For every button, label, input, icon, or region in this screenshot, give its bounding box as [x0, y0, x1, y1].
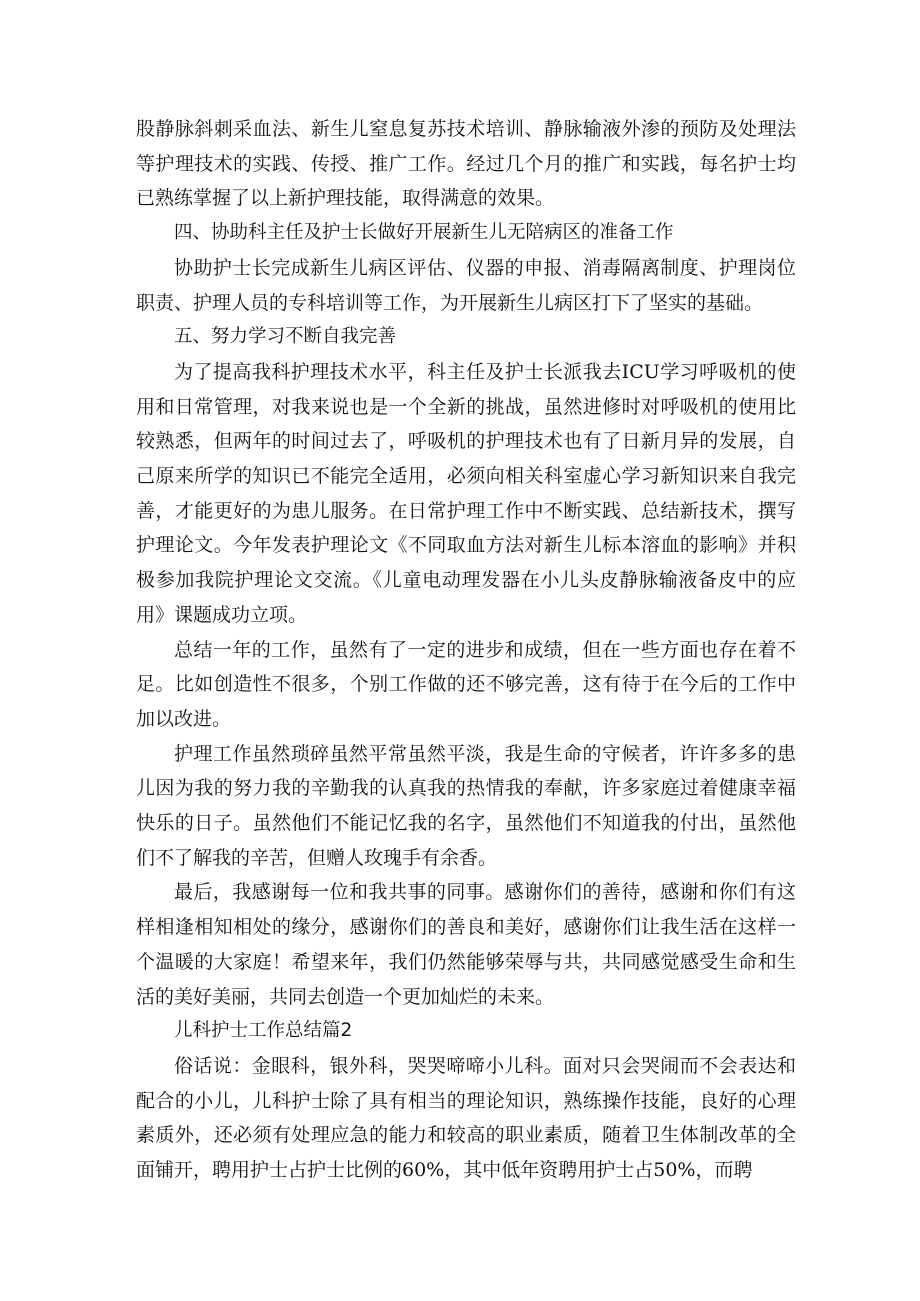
paragraph-thanks: 最后，我感谢每一位和我共事的同事。感谢你们的善待，感谢和你们有这样相逢相知相处的缘分，感谢你们的善良和美好，感谢你们让我生活在这样一个温暖的大家庭！希望来年，我们仍然能够荣辱与共，共同感觉感受生命和生活的美好美丽，共同去创造一个更加灿烂的未来。 — [136, 881, 796, 1008]
paragraph-nursing-techniques: 股静脉斜刺采血法、新生儿窒息复苏技术培训、静脉输液外渗的预防及处理法等护理技术的实践、传授、推广工作。经过几个月的推广和实践，每名护士均已熟练掌握了以上新护理技能，取得满意的效果。 — [136, 118, 796, 210]
document-page — [136, 112, 796, 1188]
paragraph-year-summary: 总结一年的工作，虽然有了一定的进步和成绩，但在一些方面也存在着不足。比如创造性不很多，个别工作做的还不够完善，这有待于在今后的工作中加以改进。 — [136, 638, 796, 730]
article-heading-part-2: 儿科护士工作总结篇2 — [174, 1020, 353, 1042]
paragraph-self-improvement: 为了提高我科护理技术水平，科主任及护士长派我去ICU学习呼吸机的使用和日常管理，对我来说也是一个全新的挑战，虽然进修时对呼吸机的使用比较熟悉，但两年的时间过去了，呼吸机的护理技术也有了日新月异的发展，自己原来所学的知识已不能完全适用，必须向相关科室虚心学习新知识来自我完善，才能更好的为患儿服务。在日常护理工作中不断实践、总结新技术，撰写护理论文。今年发表护理论文《不同取血方法对新生儿标本溶血的影响》并积极参加我院护理论文交流。《儿童电动理发器在小儿头皮静脉输液备皮中的应用》课题成功立项。 — [136, 360, 796, 626]
paragraph-ward-preparation: 协助护士长完成新生儿病区评估、仪器的申报、消毒隔离制度、护理岗位职责、护理人员的专科培训等工作，为开展新生儿病区打下了坚实的基础。 — [136, 256, 796, 314]
paragraph-nursing-reflection: 护理工作虽然琐碎虽然平常虽然平淡，我是生命的守候者，许许多多的患儿因为我的努力我的辛勤我的认真我的热情我的奉献，许多家庭过着健康幸福快乐的日子。虽然他们不能记忆我的名字，虽然他们不知道我的付出，虽然他们不了解我的辛苦，但赠人玫瑰手有余香。 — [136, 742, 796, 869]
paragraph-pediatrics-intro: 俗话说：金眼科，银外科，哭哭啼啼小儿科。面对只会哭闹而不会表达和配合的小儿，儿科护士除了具有相当的理论知识，熟练操作技能，良好的心理素质外，还必须有处理应急的能力和较高的职业素质，随着卫生体制改革的全面铺开，聘用护士占护士比例的60%，其中低年资聘用护士占50%，而聘 — [136, 1054, 796, 1182]
section-heading-five: 五、努力学习不断自我完善 — [174, 326, 397, 348]
section-heading-four: 四、协助科主任及护士长做好开展新生儿无陪病区的准备工作 — [174, 222, 674, 244]
